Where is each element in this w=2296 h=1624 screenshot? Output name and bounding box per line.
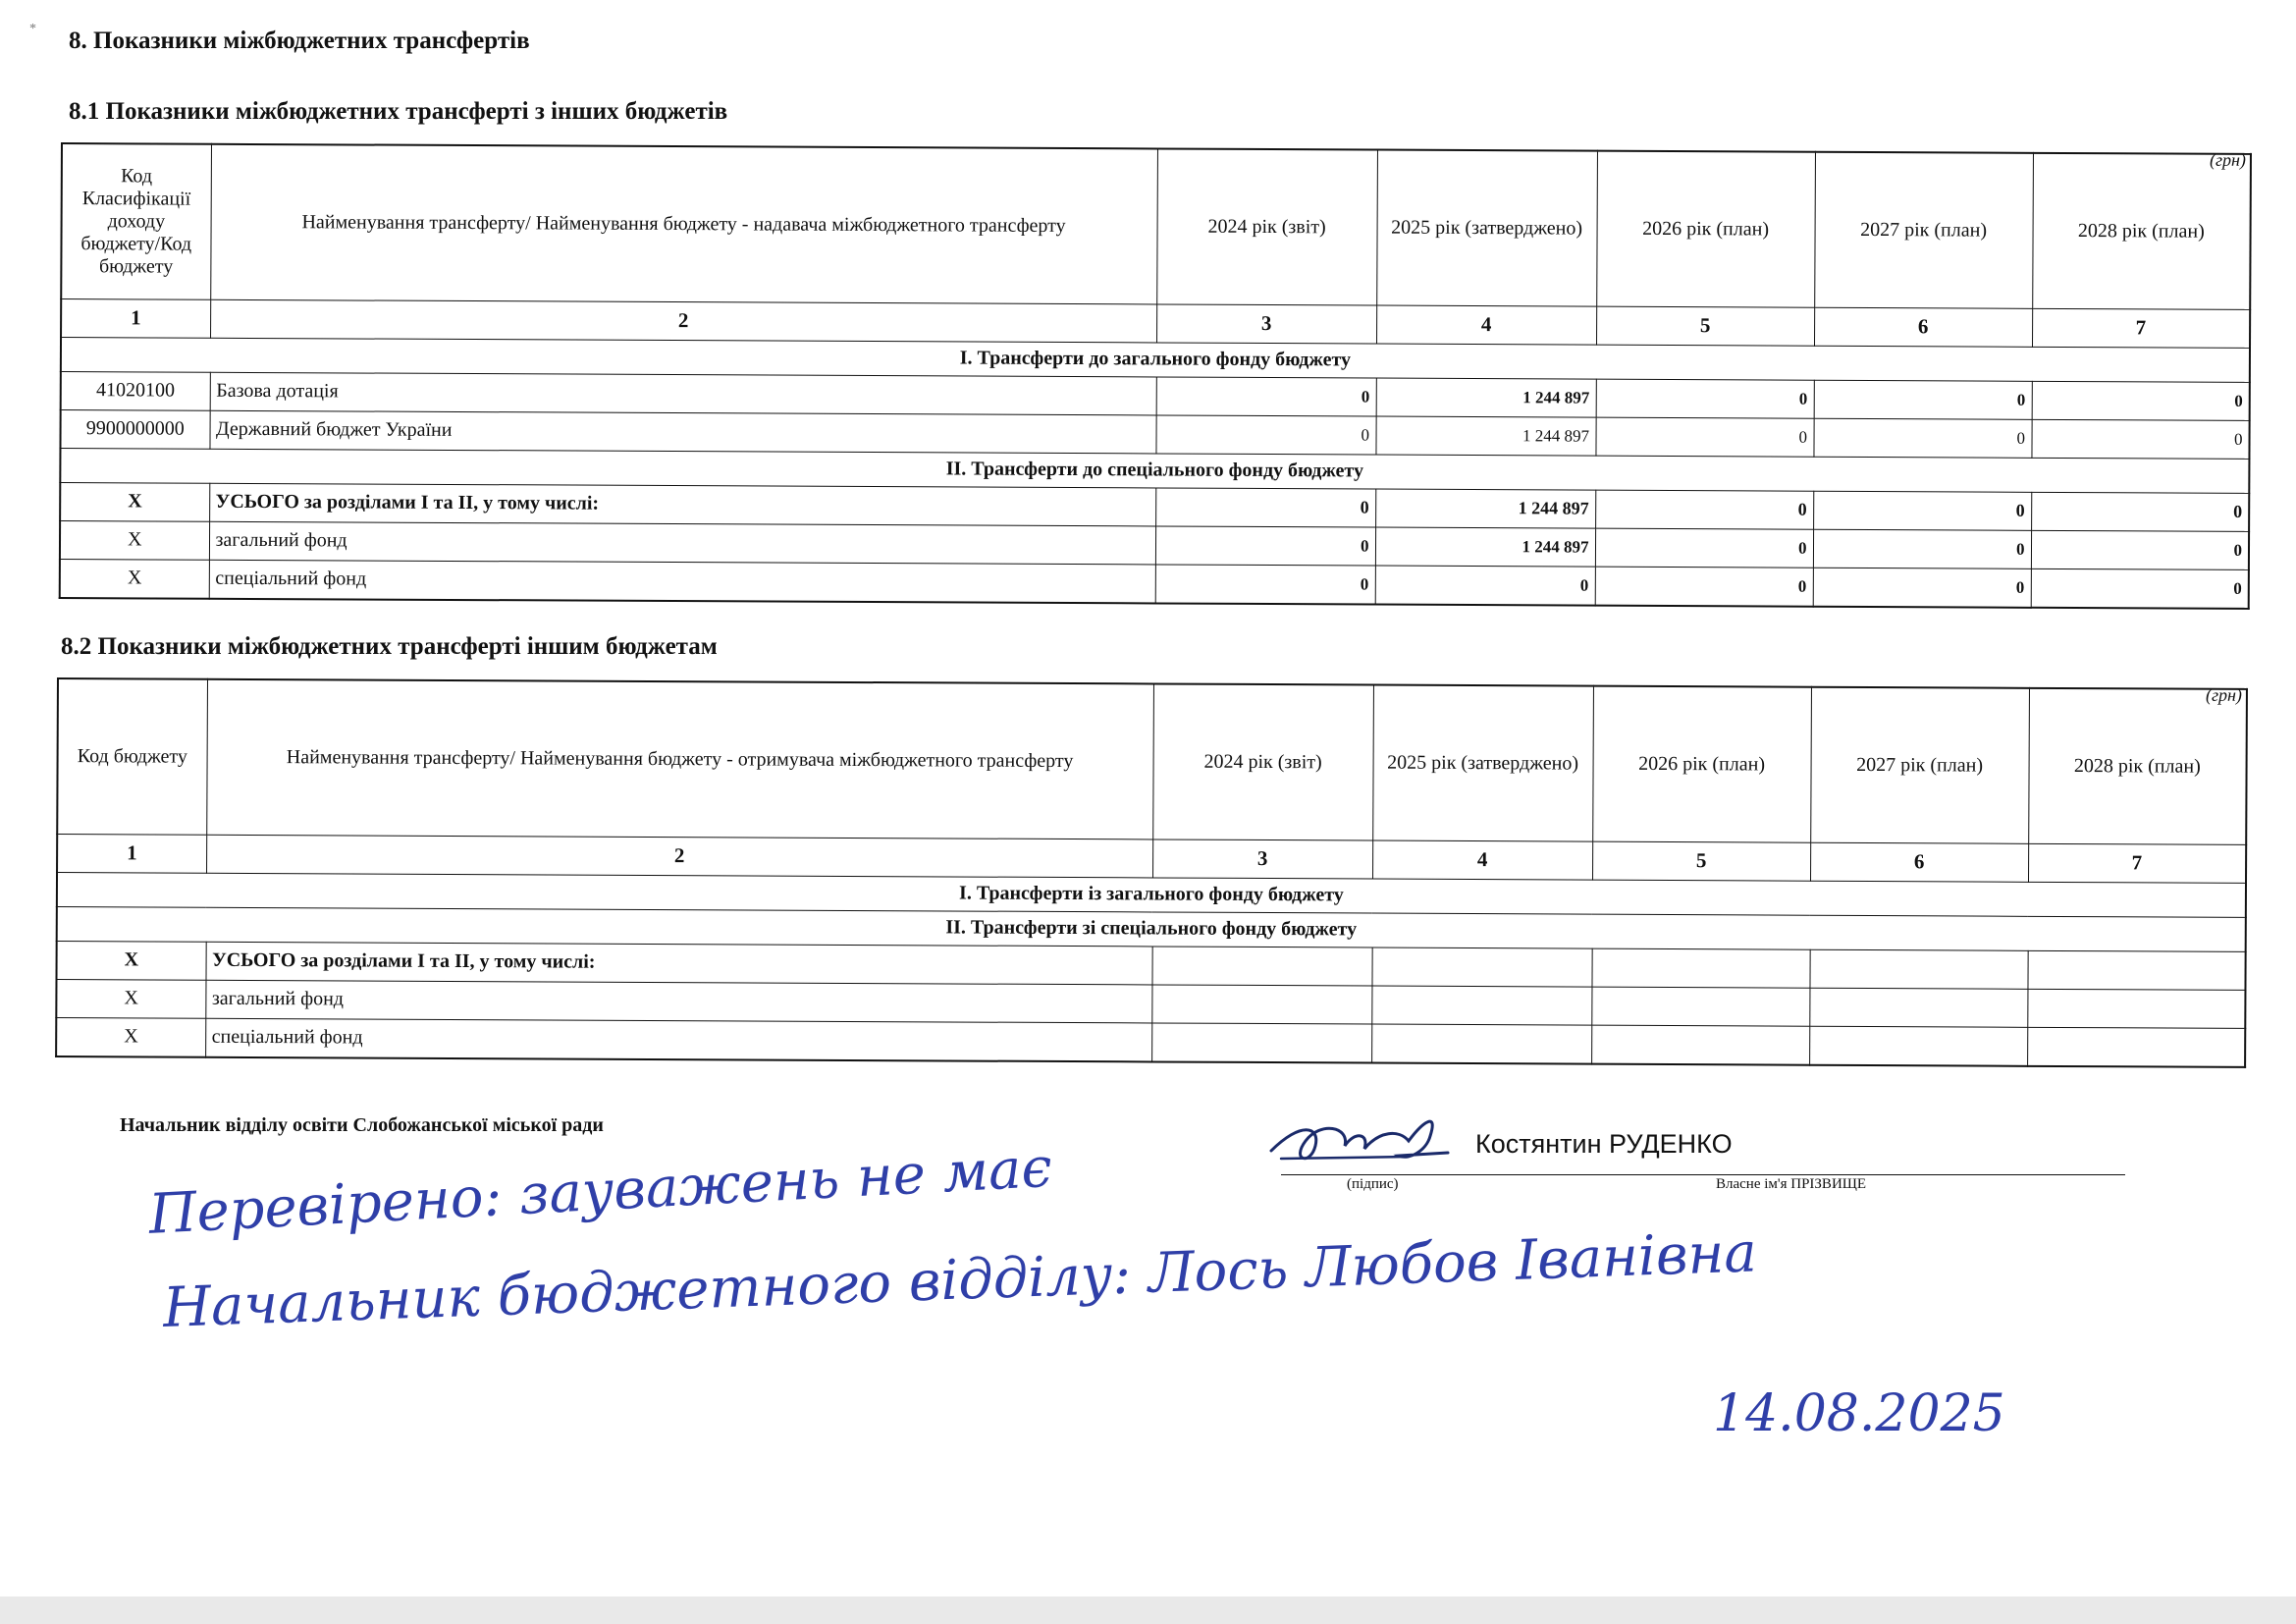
col-num: 5	[1596, 306, 1814, 346]
col-num: 1	[61, 298, 210, 338]
value-2027: 0	[1813, 529, 2031, 568]
value-cell	[2027, 1027, 2245, 1067]
value-2027: 0	[1813, 568, 2031, 608]
value-cell	[1809, 1026, 2027, 1066]
value-cell	[1151, 1022, 1371, 1062]
handwritten-note-line1: Перевірено: зауважень не має	[147, 1135, 1054, 1247]
col-num: 2	[206, 835, 1152, 878]
header-row	[57, 678, 2247, 844]
header-2028: 2028 рік (план)	[2028, 688, 2247, 844]
row-code: X	[56, 941, 205, 980]
header-2028: 2028 рік (план)	[2032, 153, 2251, 309]
row-code: 9900000000	[60, 409, 209, 449]
value-cell	[1809, 988, 2027, 1027]
value-2025: 1 244 897	[1375, 489, 1595, 528]
header-2025: 2025 рік (затверджено)	[1376, 150, 1597, 306]
header-name: Найменування трансферту/ Найменування бюджету - надавача міжбюджетного трансферту	[210, 144, 1157, 304]
value-2028: 0	[2031, 419, 2249, 459]
value-2025: 1 244 897	[1375, 527, 1595, 567]
header-2024: 2024 рік (звіт)	[1152, 683, 1373, 839]
handwritten-date: 14.08.2025	[1713, 1384, 2005, 1443]
value-2024: 0	[1155, 525, 1375, 565]
row-code: X	[60, 559, 209, 598]
col-num: 6	[1814, 307, 2032, 347]
handwritten-signature	[1261, 1102, 1458, 1180]
value-cell	[1371, 947, 1591, 987]
table-8-2	[55, 677, 2246, 1067]
signature-line	[1281, 1174, 2125, 1175]
value-cell	[1591, 1025, 1809, 1065]
value-2026: 0	[1595, 567, 1813, 607]
col-num: 1	[57, 834, 206, 873]
value-2027: 0	[1813, 418, 2031, 458]
value-2025: 0	[1375, 566, 1595, 606]
value-2027: 0	[1813, 491, 2031, 530]
value-2026: 0	[1596, 379, 1814, 418]
row-code: X	[60, 482, 209, 521]
header-code: Код Класифікації доходу бюджету/Код бюджету	[61, 143, 211, 299]
value-2025: 1 244 897	[1375, 416, 1595, 456]
col-num: 4	[1376, 305, 1596, 345]
row-name: УСЬОГО за розділами І та ІІ, у тому числі:	[209, 483, 1155, 526]
header-2027: 2027 рік (план)	[1814, 152, 2033, 308]
value-cell	[1371, 1024, 1591, 1064]
value-2028: 0	[2031, 568, 2249, 609]
value-2024: 0	[1156, 376, 1376, 415]
row-name: УСЬОГО за розділами І та ІІ, у тому числі:	[205, 942, 1151, 985]
value-2028: 0	[2032, 381, 2250, 420]
value-2024: 0	[1155, 564, 1375, 604]
value-cell	[2027, 950, 2245, 990]
col-num: 3	[1156, 303, 1376, 343]
scan-mark: *	[29, 22, 36, 36]
table-8-1	[59, 142, 2250, 609]
handwritten-note-line2: Начальник бюджетного відділу: Лось Любов Іванівна	[162, 1220, 1758, 1340]
row-name: Державний бюджет України	[209, 410, 1155, 454]
value-2026: 0	[1595, 490, 1813, 529]
col-num: 7	[2032, 308, 2250, 348]
unit-label: (грн)	[2205, 684, 2242, 705]
value-cell	[1151, 984, 1371, 1023]
header-2025: 2025 рік (затверджено)	[1372, 685, 1593, 841]
row-name: загальний фонд	[205, 980, 1151, 1023]
table-8-2-title: 8.2 Показники міжбюджетних трансферті іншим бюджетам	[61, 633, 718, 660]
value-cell	[1591, 948, 1809, 988]
signatory-name: Костянтин РУДЕНКО	[1475, 1129, 1733, 1159]
value-2024: 0	[1155, 414, 1375, 454]
col-num: 7	[2028, 843, 2246, 883]
row-name: загальний фонд	[209, 521, 1155, 565]
header-name: Найменування трансферту/ Найменування бюджету - отримувача міжбюджетного трансферту	[206, 679, 1153, 839]
value-2028: 0	[2031, 530, 2249, 569]
value-cell	[1371, 986, 1591, 1025]
col-num: 6	[1810, 842, 2028, 882]
col-num: 4	[1372, 840, 1592, 880]
group-title: I. Трансферти із загального фонду бюджету	[57, 872, 2246, 917]
scan-edge	[0, 1597, 2296, 1624]
row-name: спеціальний фонд	[209, 560, 1155, 603]
value-2025: 1 244 897	[1376, 378, 1596, 417]
section-title: 8. Показники міжбюджетних трансфертів	[69, 27, 530, 54]
header-row	[61, 143, 2251, 309]
name-caption: Власне ім'я ПРІЗВИЩЕ	[1716, 1176, 1867, 1192]
group-title: II. Трансферти зі спеціального фонду бюджету	[57, 906, 2246, 951]
row-code: X	[56, 979, 205, 1018]
value-cell	[1591, 987, 1809, 1026]
value-cell	[1809, 949, 2027, 989]
row-code: 41020100	[61, 371, 210, 410]
value-2024: 0	[1155, 487, 1375, 526]
value-2028: 0	[2031, 492, 2249, 531]
col-num: 2	[210, 299, 1156, 343]
row-name: Базова дотація	[210, 372, 1156, 415]
header-2027: 2027 рік (план)	[1810, 687, 2029, 843]
value-2026: 0	[1595, 417, 1813, 457]
value-2026: 0	[1595, 528, 1813, 568]
col-num: 3	[1152, 839, 1372, 878]
signatory-position: Начальник відділу освіти Слобожанської міської ради	[120, 1114, 604, 1136]
group-title: I. Трансферти до загального фонду бюджету	[61, 337, 2250, 382]
row-code: X	[60, 520, 209, 560]
table-8-1-title: 8.1 Показники міжбюджетних трансферті з інших бюджетів	[69, 98, 728, 125]
header-2026: 2026 рік (план)	[1592, 686, 1811, 842]
header-2024: 2024 рік (звіт)	[1156, 148, 1377, 304]
value-cell	[2027, 989, 2245, 1028]
row-name: спеціальний фонд	[205, 1018, 1151, 1061]
row-code: X	[56, 1017, 205, 1056]
unit-label: (грн)	[2209, 149, 2246, 170]
header-2026: 2026 рік (план)	[1596, 151, 1815, 307]
group-title: II. Трансферти до спеціального фонду бюджету	[60, 448, 2249, 493]
value-2027: 0	[1814, 380, 2032, 419]
header-code: Код бюджету	[57, 678, 207, 835]
signature-caption: (підпис)	[1347, 1176, 1399, 1192]
col-num: 5	[1592, 841, 1810, 881]
value-cell	[1151, 946, 1371, 985]
